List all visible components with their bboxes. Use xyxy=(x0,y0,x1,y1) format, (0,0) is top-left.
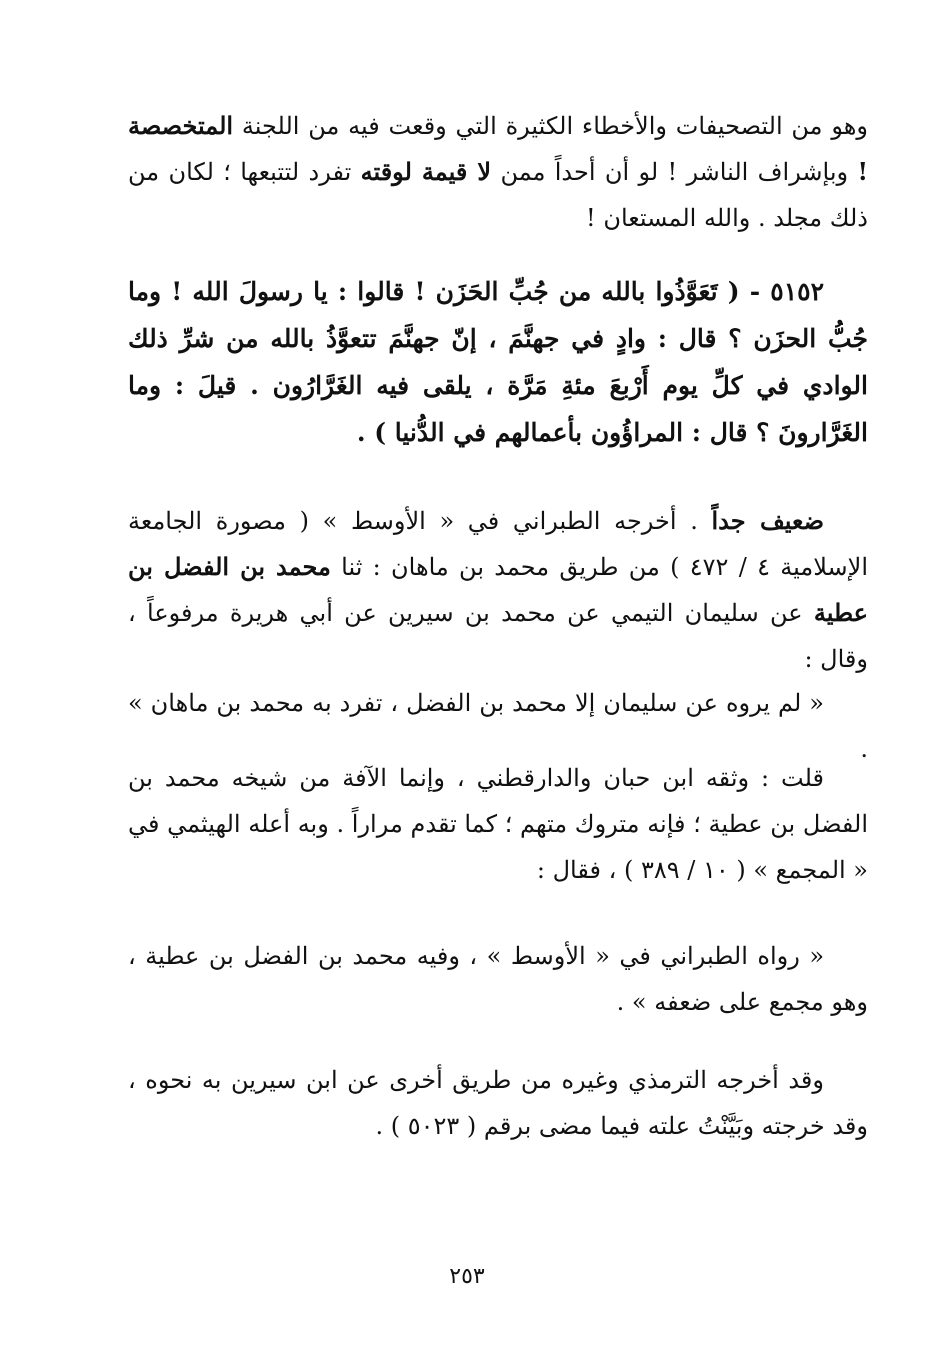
narrator-name: محمد بن الفضل بن عطية xyxy=(128,552,868,627)
qultu-paragraph: قلت : وثقه ابن حبان والدارقطني ، وإنما الآفة من شيخه محمد بن الفضل بن عطية ؛ فإنه متروك متهم ؛ كما تقدم مراراً . وبه أعله الهيثمي في « المجمع » ( ١٠ / ٣٨٩ ) ، فقال : xyxy=(128,764,868,884)
intro-paragraph xyxy=(128,103,868,241)
intro-emphasis-worthless: لا قيمة لوقته xyxy=(360,157,492,186)
takhrij-text-1: . أخرجه الطبراني في « الأوسط » ( مصورة الجامعة الإسلامية ٤ / ٤٧٢ ) من طريق محمد بن ماهان : ثنا xyxy=(128,507,868,581)
takhrij-paragraph xyxy=(128,498,868,682)
closing-paragraph: وقد أخرجه الترمذي وغيره من طريق أخرى عن ابن سيرين به نحوه ، وقد خرجته وبَيَّنْتُ علته فيما مضى برقم ( ٥٠٢٣ ) . xyxy=(128,1066,868,1140)
intro-text-1: وهو من التصحيفات والأخطاء الكثيرة التي وقعت فيه من اللجنة xyxy=(233,112,868,140)
intro-emphasis-committee: المتخصصة ! xyxy=(128,111,868,186)
hadith-text: ٥١٥٢ - ( تَعَوَّذُوا بالله من جُبِّ الحَزَن ! قالوا : يا رسولَ الله ! وما جُبُّ الحزَن ؟ قال : وادٍ في جهنَّمَ ، إنّ جهنَّمَ تتعوَّذُ بالله من شرِّ ذلك الوادي في كلِّ يوم أَرْبعَ مئةِ مَرَّة ، يلقى فيه الغَرَّارُون . قيلَ : وما الغَرَّارونَ ؟ قال : المراؤُون بأعمالهم في الدُّنيا ) . xyxy=(128,277,868,447)
intro-text-3: تفرد لتتبعها ؛ لكان من ذلك مجلد . والله المستعان ! xyxy=(128,158,868,232)
takhrij-text-2: عن سليمان التيمي عن محمد بن سيرين عن أبي هريرة مرفوعاً ، وقال : xyxy=(128,599,868,673)
tabarani-quote: « لم يروه عن سليمان إلا محمد بن الفضل ، تفرد به محمد بن ماهان » . xyxy=(128,689,868,763)
grading-label: ضعيف جداً xyxy=(711,506,825,535)
page-number: ٢٥٣ xyxy=(449,1264,485,1289)
haythami-quote: « رواه الطبراني في « الأوسط » ، وفيه محمد بن الفضل بن عطية ، وهو مجمع على ضعفه » . xyxy=(128,942,868,1016)
intro-text-2: وبإشراف الناشر ! لو أن أحداً ممن xyxy=(491,158,858,186)
